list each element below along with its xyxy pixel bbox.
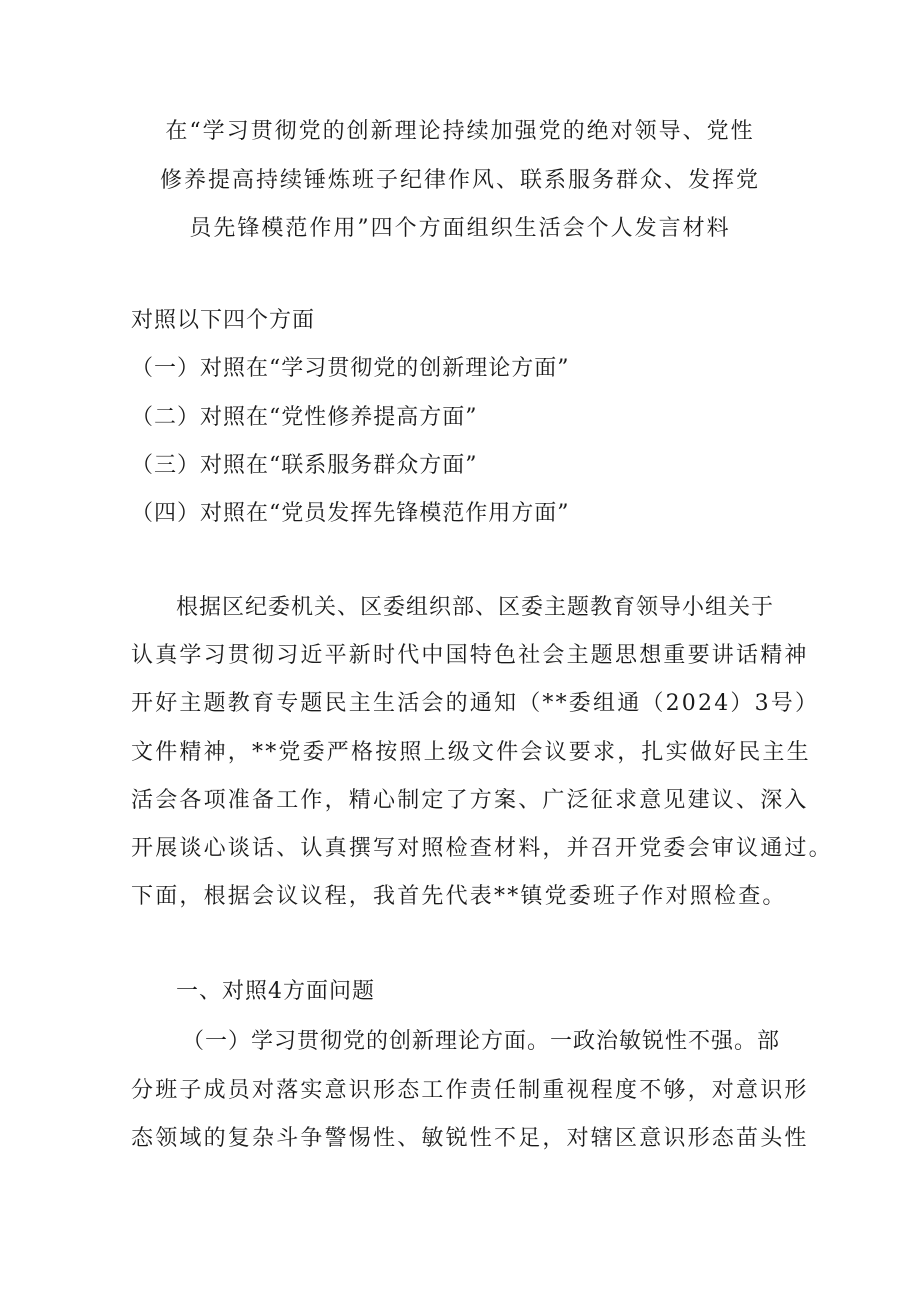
document-title-line-1: 在“学习贯彻党的创新理论持续加强党的绝对领导、党性 <box>165 119 755 144</box>
section-heading: 一、对照4方面问题 <box>176 979 375 1004</box>
section-line-1: （一）学习贯彻党的创新理论方面。一政治敏锐性不强。部 <box>182 1029 781 1054</box>
paragraph-line-4: 文件精神，**党委严格按照上级文件会议要求，扎实做好民主生 <box>131 740 811 765</box>
paragraph-line-5: 活会各项准备工作，精心制定了方案、广泛征求意见建议、深入 <box>131 788 809 813</box>
section-line-2: 分班子成员对落实意识形态工作责任制重视程度不够，对意识形 <box>131 1078 809 1103</box>
aspect-item-2: （二）对照在“党性修养提高方面” <box>131 405 478 430</box>
section-line-3: 态领域的复杂斗争警惕性、敏锐性不足，对辖区意识形态苗头性 <box>131 1126 809 1151</box>
paragraph-line-7: 下面，根据会议议程，我首先代表**镇党委班子作对照检查。 <box>131 884 787 909</box>
aspect-item-1: （一）对照在“学习贯彻党的创新理论方面” <box>131 356 570 381</box>
paragraph-line-2: 认真学习贯彻习近平新时代中国特色社会主题思想重要讲话精神 <box>131 643 809 668</box>
document-title-line-3: 员先锋模范作用”四个方面组织生活会个人发言材料 <box>189 216 731 241</box>
paragraph-line-6: 开展谈心谈话、认真撰写对照检查材料，并召开党委会审议通过。 <box>131 836 833 861</box>
paragraph-line-1: 根据区纪委机关、区委组织部、区委主题教育领导小组关于 <box>176 595 775 620</box>
intro-text: 对照以下四个方面 <box>131 308 316 333</box>
aspect-item-3: （三）对照在“联系服务群众方面” <box>131 453 478 478</box>
document-title-line-2: 修养提高持续锤炼班子纪律作风、联系服务群众、发挥党 <box>159 168 760 193</box>
aspect-item-4: （四）对照在“党员发挥先锋模范作用方面” <box>131 501 570 526</box>
paragraph-line-3: 开好主题教育专题民主生活会的通知（**委组通（2024）3号） <box>131 691 820 716</box>
